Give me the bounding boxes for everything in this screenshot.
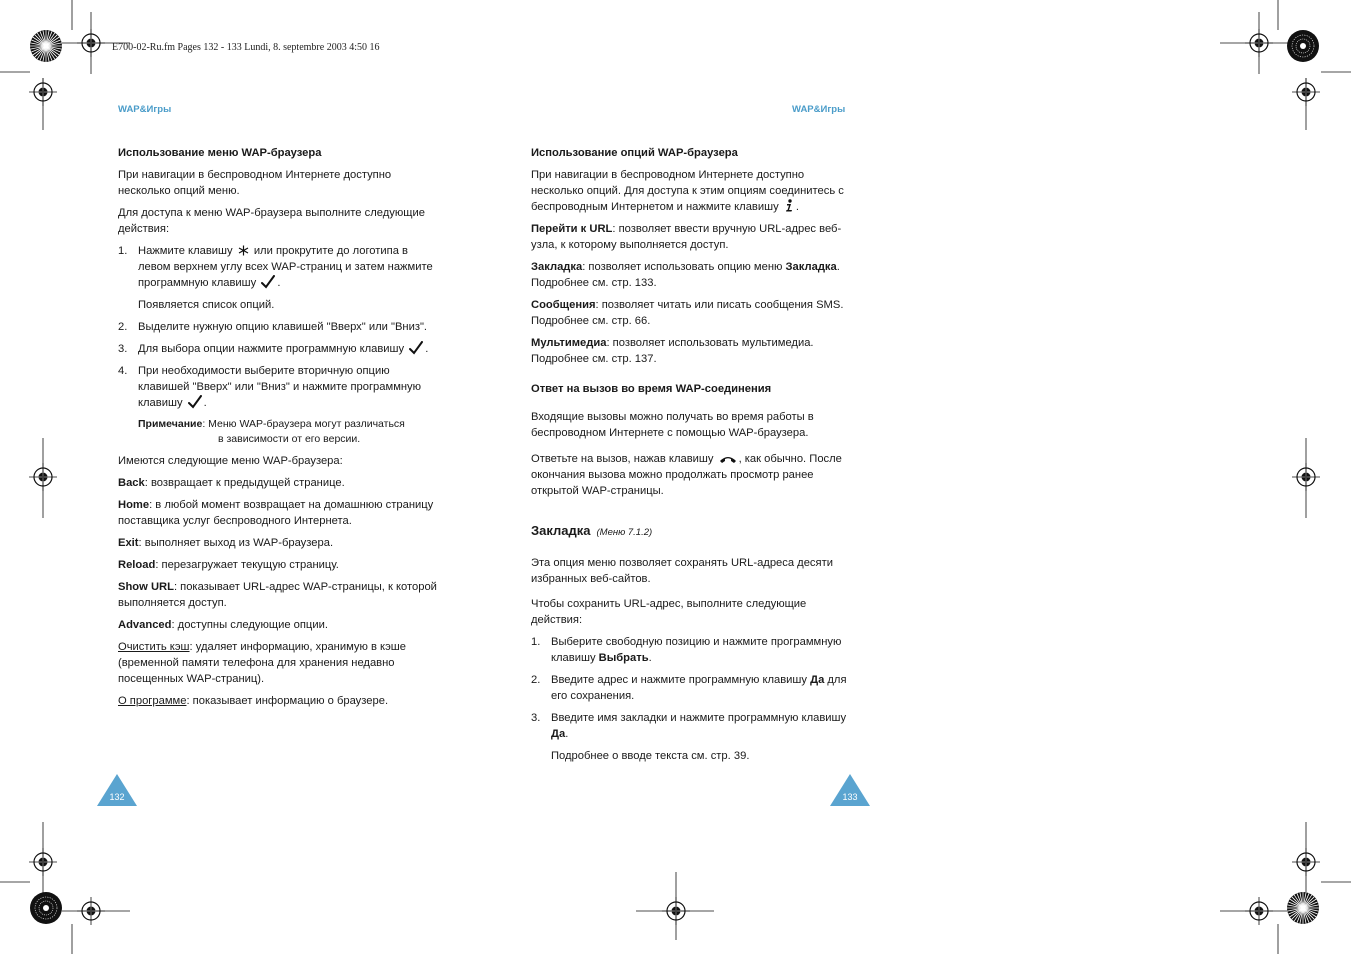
left-heading: Использование меню WAP-браузера <box>118 147 322 159</box>
step-text: . <box>425 343 429 355</box>
page-number-label: 133 <box>842 792 858 802</box>
list-item: 2. Введите адрес и нажмите программную клавишу Да для его сохранения. <box>531 674 847 702</box>
menus-intro: Имеются следующие меню WAP-браузера: <box>118 455 343 467</box>
page-number-label: 132 <box>109 792 125 802</box>
left-column <box>118 145 443 715</box>
right-heading: Использование опций WAP-браузера <box>531 147 738 159</box>
call-paragraph-2: Ответьте на вызов, нажав клавишу , как обычно. После окончания вызова можно продолжать просмотр ранее открытой WAP-страницы. <box>531 453 842 497</box>
left-intro: При навигации в беспроводном Интернете доступно несколько опций меню. <box>118 169 392 197</box>
option-multimedia: Мультимедиа: позволяет использовать мультимедиа. Подробнее см. стр. 137. <box>531 337 814 365</box>
bookmark-steps <box>531 634 856 764</box>
note-text-continued: в зависимости от его версии. <box>218 433 361 445</box>
menu-item-home: Home: в любой момент возвращает на домашнюю страницу поставщика услуг беспроводного Интернета. <box>118 499 434 527</box>
option-goto-url: Перейти к URL: позволяет ввести вручную URL-адрес веб-узла, к которому выполняется доступ. <box>531 223 842 251</box>
note-text: : Меню WAP-браузера могут различаться <box>202 418 405 430</box>
check-softkey-icon <box>409 341 423 355</box>
check-softkey-icon <box>261 275 275 289</box>
step-text: Для выбора опции нажмите программную клавишу <box>138 343 405 355</box>
step-text: . <box>277 277 281 289</box>
step-sub: Подробнее о вводе текста см. стр. 39. <box>551 750 750 762</box>
menu-item-show-url: Show URL: показывает URL-адрес WAP-страницы, к которой выполняется доступ. <box>118 581 437 609</box>
list-item: 3. Введите имя закладки и нажмите программную клавишу Да. Подробнее о вводе текста см. стр. 39. <box>531 710 856 764</box>
step-text: При необходимости выберите вторичную опцию клавишей "Вверх" или "Вниз" и нажмите программную клавишу <box>138 365 422 409</box>
menu-item-exit: Exit: выполняет выход из WAP-браузера. <box>118 537 334 549</box>
step-number: 4. <box>118 365 128 377</box>
section-header-right: WAP&Игры <box>792 104 846 115</box>
option-messages: Сообщения: позволяет читать или писать сообщения SMS. Подробнее см. стр. 66. <box>531 299 844 327</box>
page-number-left <box>97 774 137 806</box>
bookmark-paragraph-2: Чтобы сохранить URL-адрес, выполните следующие действия: <box>531 598 807 626</box>
list-item <box>118 363 443 411</box>
right-intro: При навигации в беспроводном Интернете доступно несколько опций. Для доступа к этим опциям соединитесь с беспроводным Интернетом и нажмите клавишу . <box>531 169 844 213</box>
page-number-right <box>830 774 870 806</box>
note <box>138 417 443 447</box>
step-text: Выделите нужную опцию клавишей "Вверх" или "Вниз". <box>138 321 428 333</box>
star-key-icon <box>238 245 249 256</box>
call-paragraph-1: Входящие вызовы можно получать во время работы в беспроводном Интернете с помощью WAP-браузера. <box>531 411 814 439</box>
step-text: или прокрутите до логотипа в левом верхнем углу всех WAP-страниц и затем нажмите программную клавишу <box>138 245 433 289</box>
left-steps <box>118 243 443 411</box>
step-text: Нажмите клавишу <box>138 245 233 257</box>
bookmark-paragraph-1: Эта опция меню позволяет сохранять URL-адреса десяти избранных веб-сайтов. <box>531 557 833 585</box>
sub-item-about: О программе: показывает информацию о браузере. <box>118 695 389 707</box>
call-key-icon <box>719 454 737 464</box>
info-key-icon <box>784 199 794 212</box>
menu-item-advanced: Advanced: доступны следующие опции. <box>118 619 328 631</box>
step-text: . <box>203 397 207 409</box>
section-header-left: WAP&Игры <box>118 104 172 115</box>
sub-item-clear-cache: Очистить кэш: удаляет информацию, хранимую в кэше (временной памяти телефона для хранения недавно посещенных WAP-страниц). <box>118 641 406 685</box>
list-item <box>118 243 443 313</box>
step-number: 3. <box>118 343 128 355</box>
step-number: 2. <box>118 321 128 333</box>
step-sub: Появляется список опций. <box>138 299 275 311</box>
file-info-line: E700-02-Ru.fm Pages 132 - 133 Lundi, 8. septembre 2003 4:50 16 <box>112 42 380 53</box>
left-access: Для доступа к меню WAP-браузера выполните следующие действия: <box>118 207 425 235</box>
note-label: Примечание <box>138 418 203 430</box>
right-column <box>531 145 856 770</box>
bookmark-heading: Закладка (Меню 7.1.2) <box>531 523 653 538</box>
call-heading: Ответ на вызов во время WAP-соединения <box>531 383 772 395</box>
menu-item-back: Back: возвращает к предыдущей странице. <box>118 477 345 489</box>
list-item <box>118 341 443 357</box>
menu-item-reload: Reload: перезагружает текущую страницу. <box>118 559 339 571</box>
bookmark-menu-ref: (Меню 7.1.2) <box>596 527 653 538</box>
step-number: 1. <box>118 245 128 257</box>
option-bookmark: Закладка: позволяет использовать опцию меню Закладка. Подробнее см. стр. 133. <box>531 261 840 289</box>
list-item: 1. Выберите свободную позицию и нажмите программную клавишу Выбрать. <box>531 636 842 664</box>
list-item <box>118 319 443 335</box>
check-softkey-icon <box>188 395 202 409</box>
